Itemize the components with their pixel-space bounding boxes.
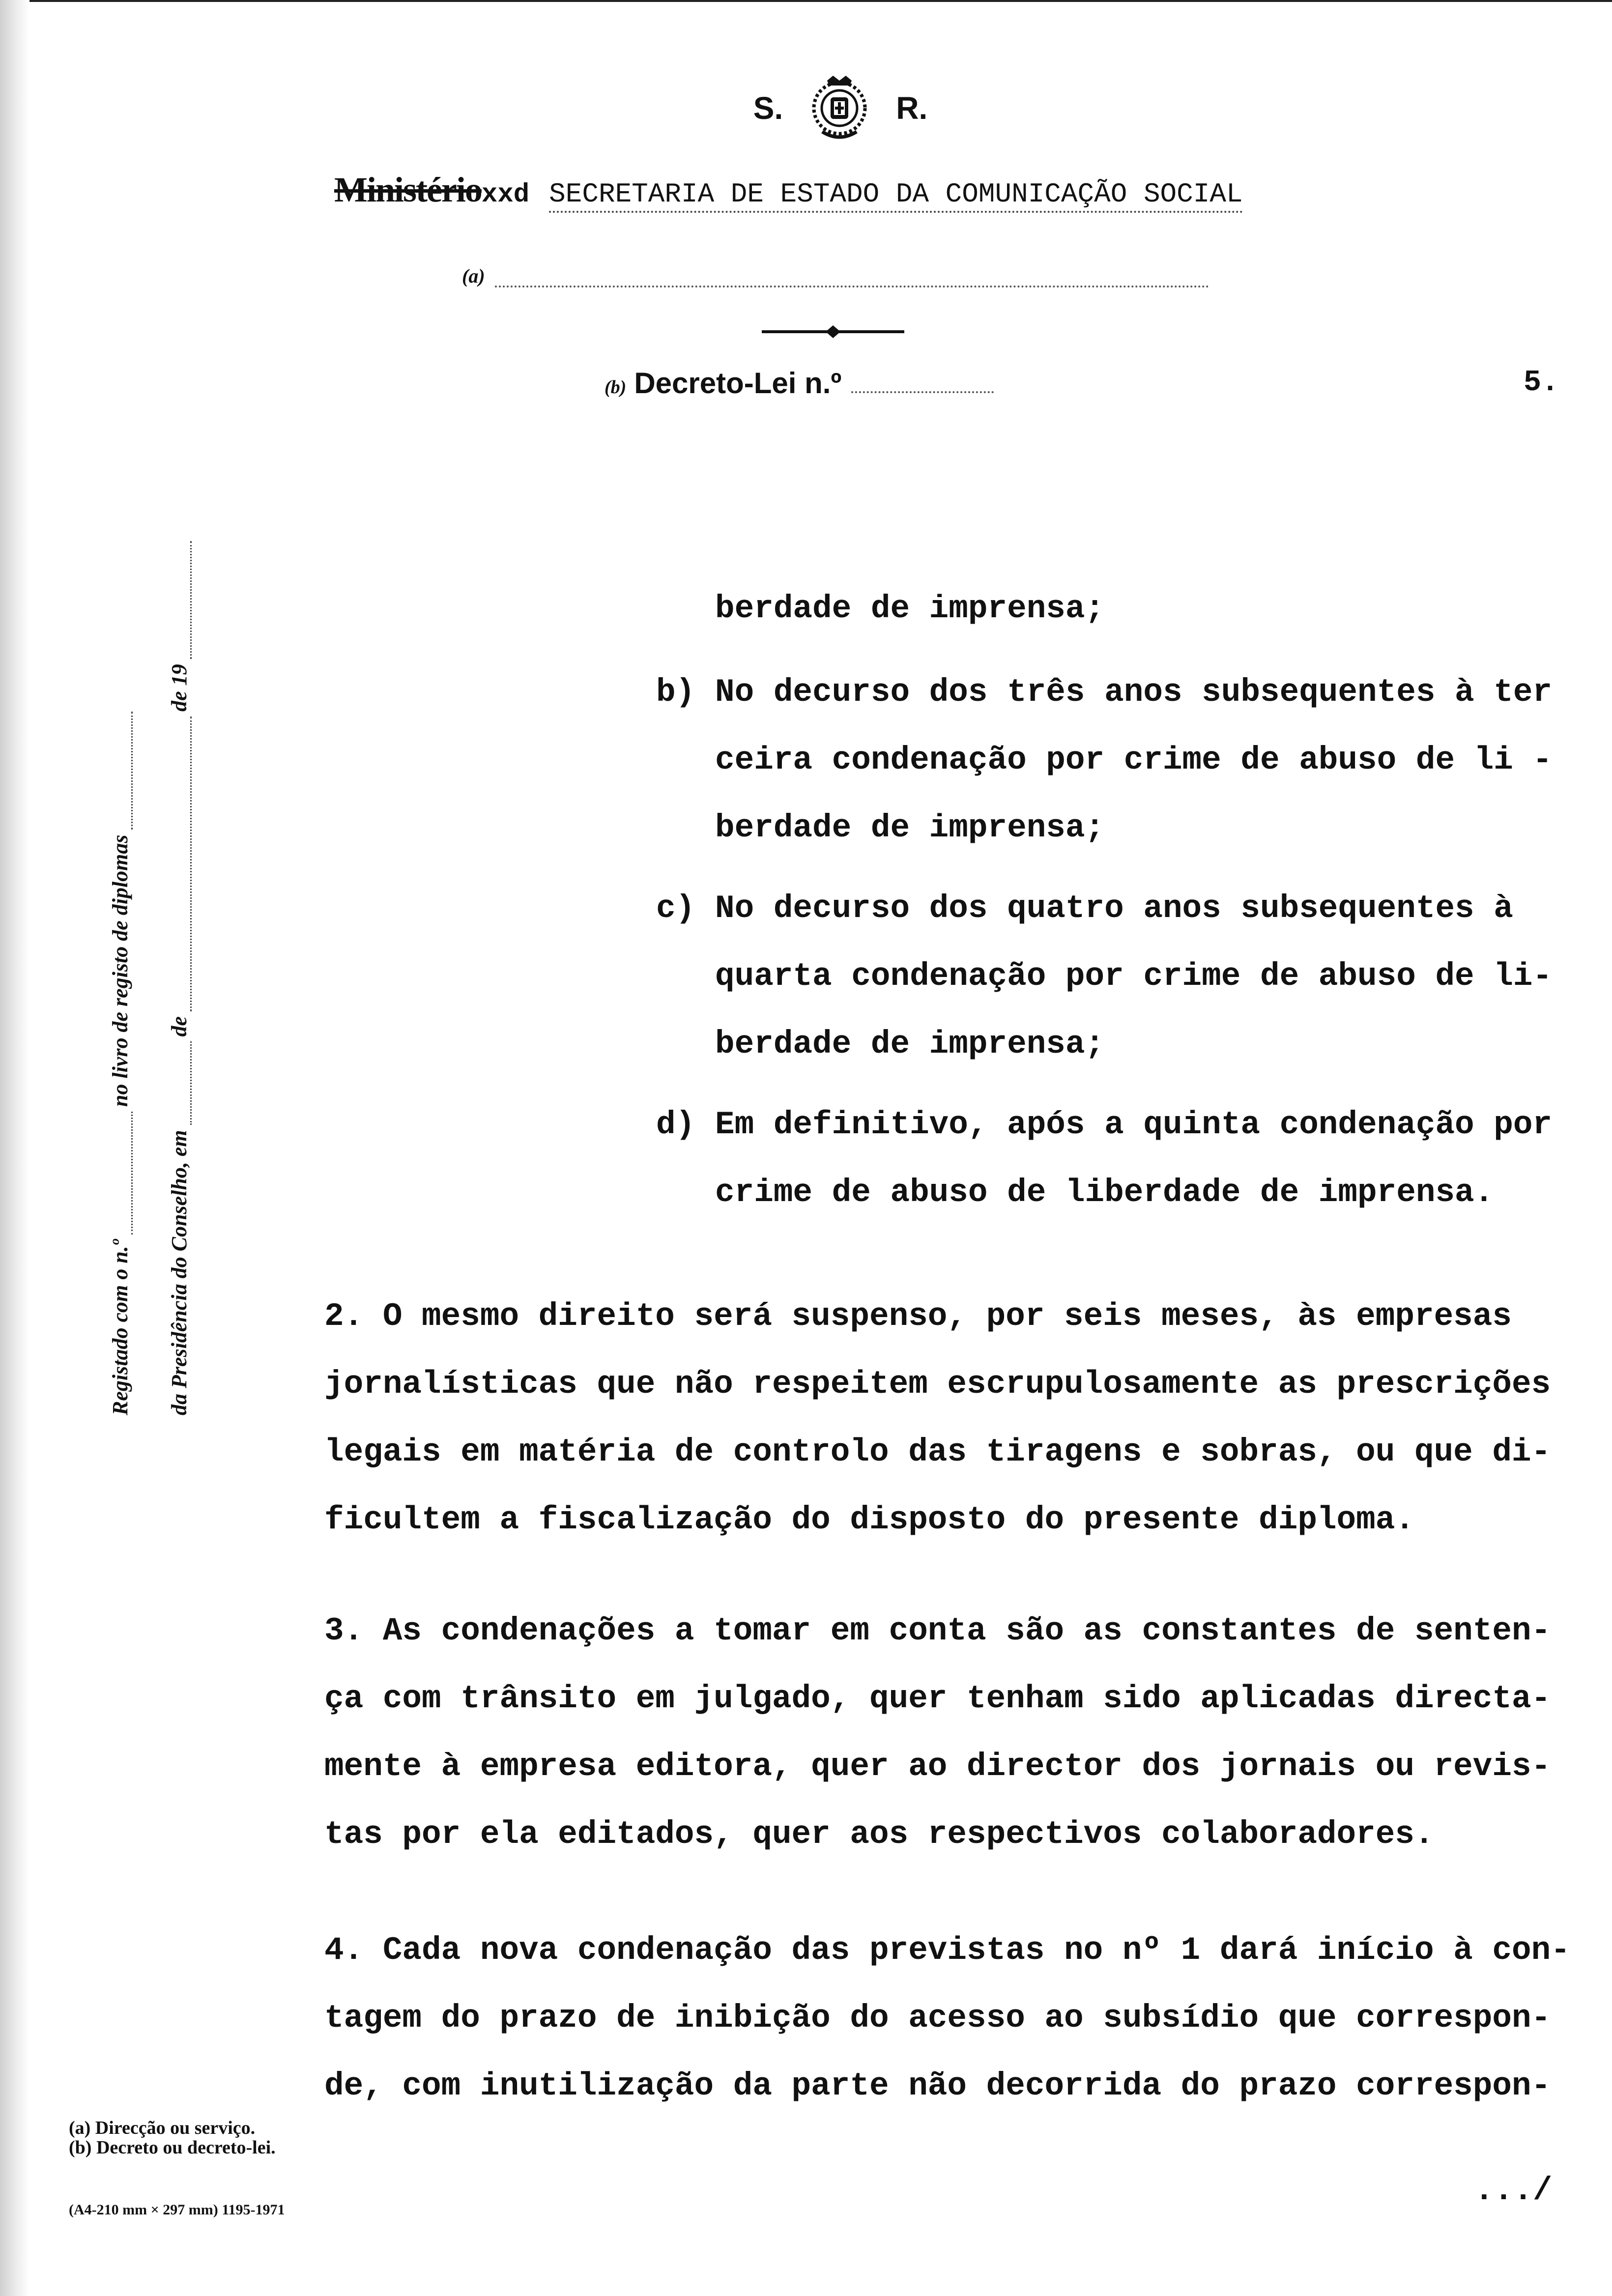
- paragraph-line: tagem do prazo de inibição do acesso ao subsídio que correspon-: [324, 2000, 1551, 2037]
- paragraph-line: de, com inutilização da parte não decorrida do prazo correspon-: [324, 2067, 1551, 2104]
- registration-label: Registado com o n.º: [108, 1239, 132, 1415]
- footnote-a: (a) Direcção ou serviço.: [69, 2118, 256, 2138]
- registration-line-2: [133, 506, 192, 1415]
- divider-ornament-icon: [762, 324, 904, 339]
- item-line: ceira condenação por crime de abuso de li -: [715, 742, 1553, 778]
- ministry-prefix-struck: Ministério: [334, 170, 482, 209]
- item-line: No decurso dos quatro anos subsequentes à: [715, 890, 1513, 927]
- registry-book-label: no livro de registo de diplomas: [108, 834, 132, 1107]
- paragraph-line: legais em matéria de controlo das tiragens e sobras, ou que di-: [324, 1434, 1551, 1470]
- registration-sidebar: [74, 506, 202, 1415]
- item-line: Em definitivo, após a quinta condenação por: [715, 1106, 1553, 1143]
- item-line: berdade de imprensa;: [715, 1026, 1105, 1062]
- form-reference: (A4-210 mm × 297 mm) 1195-1971: [69, 2202, 285, 2218]
- top-border: [0, 0, 1612, 2]
- paragraph-line: mente à empresa editora, quer ao director dos jornais ou revis-: [324, 1748, 1551, 1785]
- item-line: No decurso dos três anos subsequentes à ter: [715, 674, 1553, 711]
- paragraph-line: 2. O mesmo direito será suspenso, por seis meses, às empresas: [324, 1298, 1512, 1335]
- decree-number-blank: [851, 372, 994, 393]
- item-line: crime de abuso de liberdade de imprensa.: [715, 1174, 1494, 1211]
- item-letter: c): [656, 890, 695, 927]
- footnote-b: (b) Decreto ou decreto-lei.: [69, 2137, 276, 2158]
- presidency-label: da Presidência do Conselho, em: [167, 1130, 191, 1415]
- item-letter: d): [656, 1106, 695, 1143]
- ministry-struck-suffix: xxd: [481, 180, 530, 210]
- paragraph-4: [324, 1917, 1573, 2120]
- registry-book-blank: [126, 712, 133, 830]
- page-number: 5.: [1524, 366, 1559, 400]
- paragraph-line: tas por ela editados, quer aos respectivos colaboradores.: [324, 1816, 1434, 1853]
- item-line: quarta condenação por crime de abuso de li-: [715, 958, 1553, 995]
- paragraph-line: 4. Cada nova condenação das previstas no nº 1 dará início à con-: [324, 1932, 1570, 1969]
- year-blank: [185, 541, 192, 659]
- decree-line: [604, 366, 1071, 405]
- paragraph-line: ça com trânsito em julgado, quer tenham sido aplicadas directa-: [324, 1680, 1551, 1717]
- direction-field-label: (a): [462, 265, 485, 287]
- item-line: berdade de imprensa;: [715, 809, 1105, 846]
- header-left-letter: S.: [753, 90, 783, 126]
- item-letter: b): [656, 674, 695, 711]
- registration-line-1: [74, 506, 133, 1415]
- paragraph-2: [324, 1283, 1573, 1554]
- paragraph-line: jornalísticas que não respeitem escrupulosamente as prescrições: [324, 1366, 1551, 1403]
- paragraph-line: 3. As condenações a tomar em conta são as constantes de senten-: [324, 1612, 1551, 1649]
- header-right-letter: R.: [896, 90, 928, 126]
- paragraph-3: [324, 1597, 1573, 1868]
- ministry-line: [334, 170, 1514, 214]
- scanned-left-edge: [0, 0, 29, 2296]
- paragraph-line: ficultem a fiscalização do disposto do presente diploma.: [324, 1501, 1414, 1538]
- decree-label: Decreto-Lei n.º: [634, 367, 842, 400]
- item-line: berdade de imprensa;: [715, 590, 1105, 627]
- month-blank: [185, 717, 192, 1011]
- decree-footnote-marker: (b): [604, 377, 627, 398]
- registration-number-blank: [126, 1112, 133, 1234]
- month-label: de: [167, 1016, 191, 1037]
- direction-field-blank: [495, 276, 1209, 287]
- year-label: de 19: [167, 664, 191, 712]
- day-blank: [185, 1041, 192, 1125]
- coat-of-arms-icon: [807, 74, 871, 143]
- ministry-name: SECRETARIA DE ESTADO DA COMUNICAÇÃO SOCIAL: [549, 178, 1242, 213]
- direction-field: [462, 258, 1209, 287]
- header-emblem-row: [718, 74, 963, 143]
- footnotes: [69, 2118, 276, 2157]
- continuation-mark: .../: [1474, 2172, 1553, 2209]
